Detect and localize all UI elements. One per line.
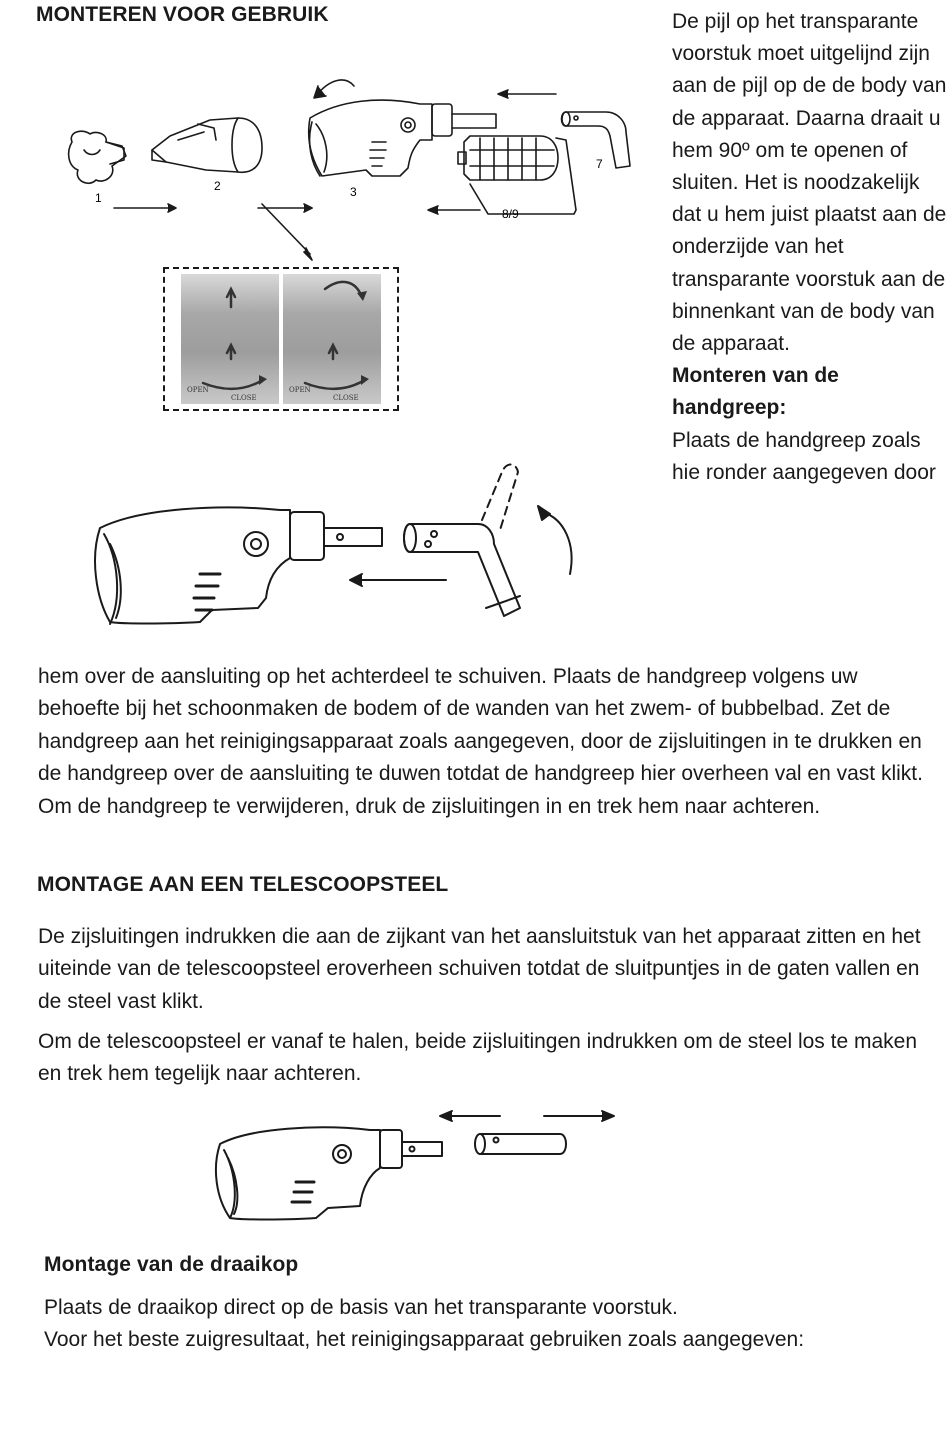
alignment-instructions: De pijl op het transparante voorstuk moet uitgelijnd zijn aan de pijl op de de body van de apparaat. Daarna draait u hem 90º om te openen of sluiten. Het is noodzakelijk dat u hem juist plaatst aan de onderzijde van het transparante voorstuk aan de binnenkant van de body van de apparaat. bbox=[672, 10, 947, 356]
photo2-close-label: CLOSE bbox=[333, 394, 359, 402]
side-column bbox=[672, 6, 947, 489]
photo1-open-label: OPEN bbox=[187, 386, 209, 394]
telescope-heading: MONTAGE AAN EEN TELESCOOPSTEEL bbox=[37, 873, 449, 896]
brush-cage-part bbox=[458, 136, 576, 214]
draaikop-line-1: Plaats de draaikop direct op de basis van het transparante voorstuk. bbox=[44, 1296, 678, 1319]
draaikop-line-2: Voor het beste zuigresultaat, het reinigingsapparaat gebruiken zoals aangegeven: bbox=[44, 1328, 805, 1352]
label-part-3: 3 bbox=[350, 185, 357, 199]
detached-handle bbox=[404, 465, 520, 617]
label-part-1: 1 bbox=[95, 191, 102, 205]
handle-assembly-diagram bbox=[90, 448, 590, 648]
handle-instructions-start: Plaats de handgreep zoals hie ronder aangegeven door bbox=[672, 428, 936, 484]
telescope-remove-section bbox=[38, 1026, 943, 1091]
telescope-remove-text: Om de telescoopsteel er vanaf te halen, beide zijsluitingen indrukken om de steel los te maken en trek hem tegelijk naar achteren. bbox=[38, 1030, 918, 1086]
label-part-7: 7 bbox=[596, 157, 603, 171]
photo-arrows-overlay bbox=[163, 267, 395, 407]
draaikop-heading: Montage van de draaikop bbox=[44, 1253, 299, 1276]
handle-continuation-text: hem over de aansluiting op het achterdeel te schuiven. Plaats de handgreep volgens uw behoefte bij het schoonmaken de bodem of de wanden van het zwem- of bubbelbad. Zet de handgreep aan het reinigingsapparaat zoals aangegeven, door de zijsluitingen in te drukken en de handgreep over de aansluiting te duwen totdat de handgreep hier overheen val en vast klikt. Om de handgreep te verwijderen, druk de zijsluitingen in en trek hem naar achteren. bbox=[38, 665, 923, 818]
photo1-close-label: CLOSE bbox=[231, 394, 257, 402]
telescope-section bbox=[38, 921, 943, 1018]
handle-instructions-continued bbox=[38, 661, 943, 823]
main-body-part bbox=[309, 80, 496, 176]
main-heading: MONTEREN VOOR GEBRUIK bbox=[36, 3, 329, 26]
handle-heading: Monteren van de handgreep: bbox=[672, 364, 839, 420]
photo2-open-label: OPEN bbox=[289, 386, 311, 394]
label-part-2: 2 bbox=[214, 179, 221, 193]
draaikop-section bbox=[44, 1292, 944, 1357]
telescope-attach-text: De zijsluitingen indrukken die aan de zijkant van het aansluitstuk van het apparaat zitten en het uiteinde van de telescoopsteel eroverheen schuiven totdat de sluitpuntjes in de gaten vallen en de steel vast klikt. bbox=[38, 925, 921, 1013]
label-part-89: 8/9 bbox=[502, 207, 519, 221]
swivel-head-part bbox=[69, 131, 126, 183]
transparent-nozzle-part bbox=[152, 118, 262, 172]
telescope-diagram bbox=[210, 1102, 630, 1232]
